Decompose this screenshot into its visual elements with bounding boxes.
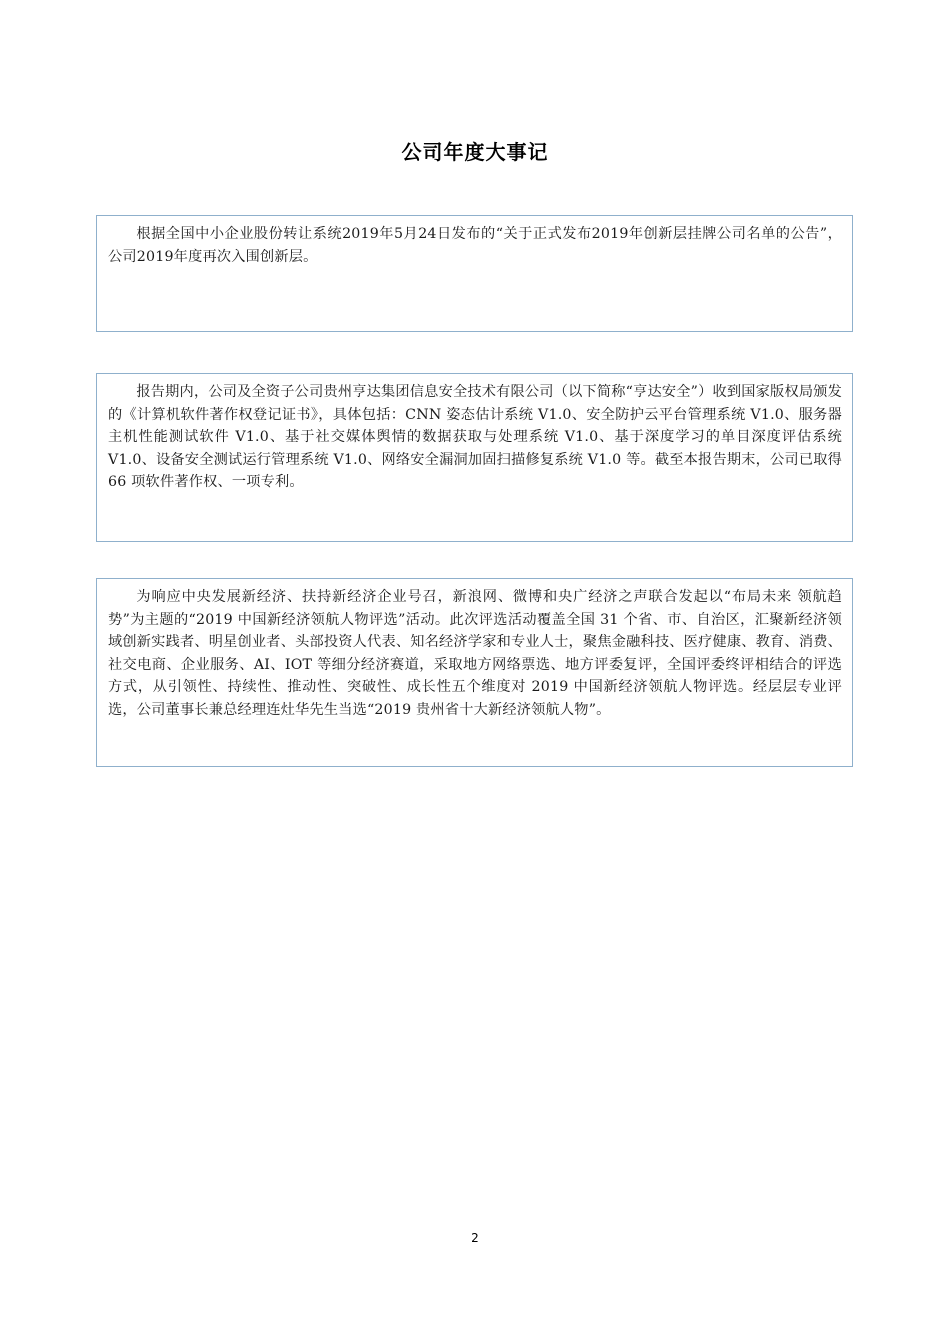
event-box-new-economy-award xyxy=(96,578,853,767)
event-box-innovation-layer xyxy=(96,215,853,332)
page-number: 2 xyxy=(471,1231,479,1245)
event-box-software-copyright xyxy=(96,373,853,542)
event-text: 报告期内，公司及全资子公司贵州亨达集团信息安全技术有限公司（以下简称“亨达安全”）收到国家版权局颁发的《计算机软件著作权登记证书》，具体包括：CNN 姿态估计系统 V1.0、安全防护云平台管理系统 V1.0、服务器主机性能测试软件 V1.0、基于社交媒体舆情的数据获取与处理系统 V1.0、基于深度学习的单目深度评估系统 V1.0、设备安全测试运行管理系统 V1.0、网络安全漏洞加固扫描修复系统 V1.0 等。截至本报告期末，公司已取得 66 项软件著作权、一项专利。 xyxy=(108,384,842,490)
event-text: 为响应中央发展新经济、扶持新经济企业号召，新浪网、微博和央广经济之声联合发起以“布局未来 领航趋势”为主题的“2019 中国新经济领航人物评选”活动。此次评选活动覆盖全国 31 个省、市、自治区，汇聚新经济领域创新实践者、明星创业者、头部投资人代表、知名经济学家和专业人士，聚焦金融科技、医疗健康、教育、消费、社交电商、企业服务、AI、IOT 等细分经济赛道，采取地方网络票选、地方评委复评，全国评委终评相结合的评选方式，从引领性、持续性、推动性、突破性、成长性五个维度对 2019 中国新经济领航人物评选。经层层专业评选，公司董事长兼总经理连灶华先生当选“2019 贵州省十大新经济领航人物”。 xyxy=(108,589,842,718)
page-title: 公司年度大事记 xyxy=(401,140,549,164)
event-text: 根据全国中小企业股份转让系统2019年5月24日发布的“关于正式发布2019年创新层挂牌公司名单的公告”，公司2019年度再次入围创新层。 xyxy=(108,226,842,265)
